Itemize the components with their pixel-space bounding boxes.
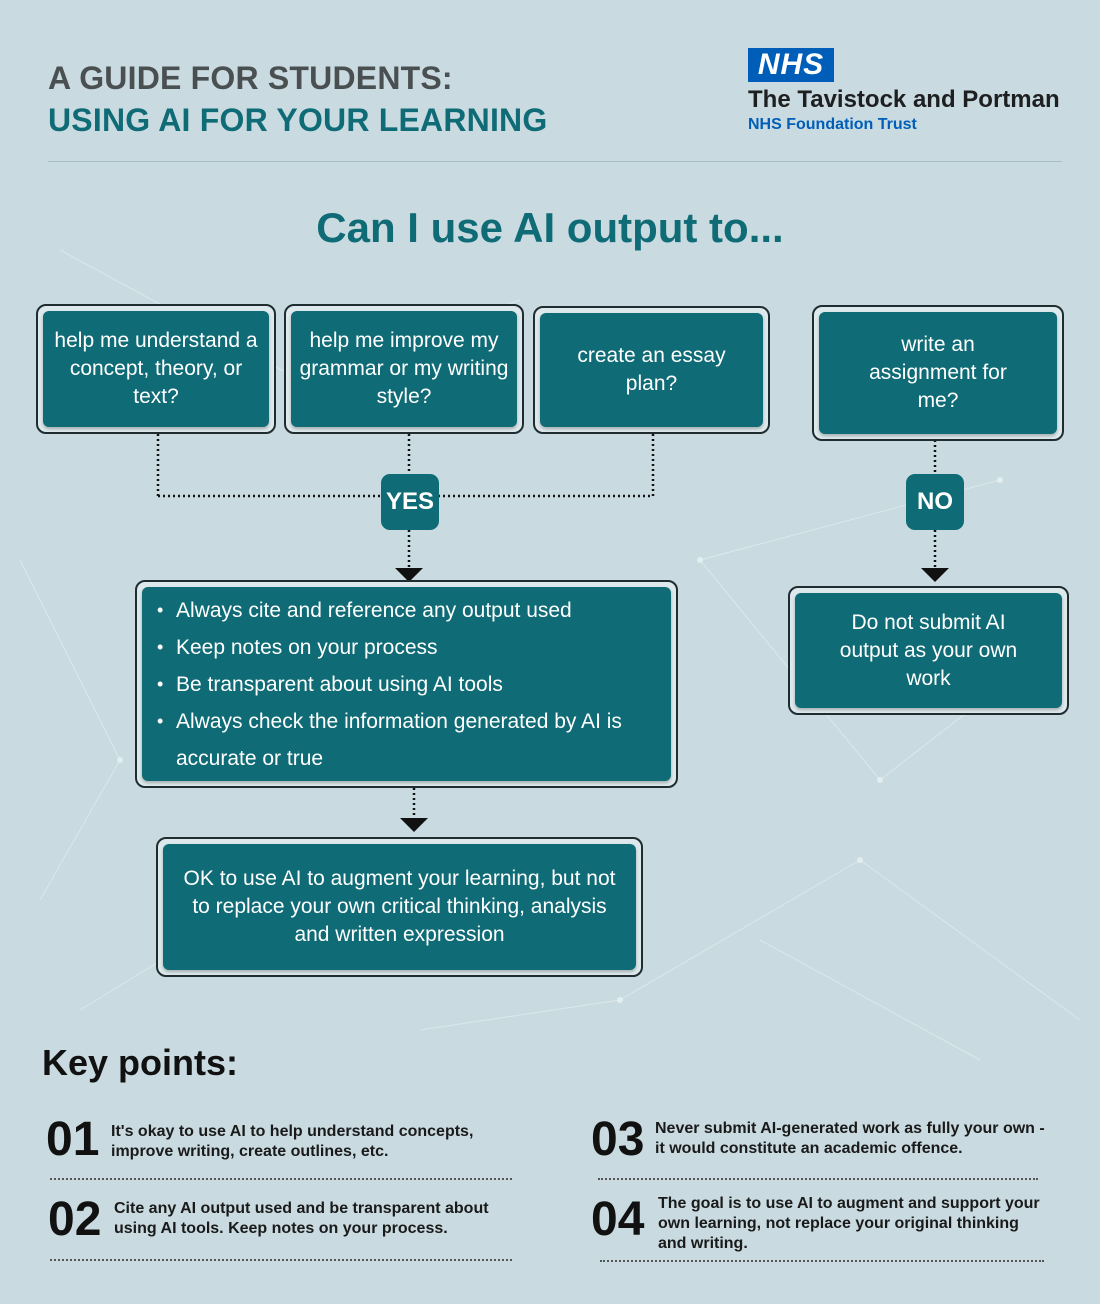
organisation-subtitle: NHS Foundation Trust <box>748 116 917 133</box>
key-point-number: 04 <box>591 1193 645 1246</box>
guideline-item: • Always cite and reference any output used <box>176 592 671 629</box>
guideline-item: • Keep notes on your process <box>176 629 671 666</box>
main-question: Can I use AI output to... <box>316 204 784 251</box>
key-point-text: It's okay to use AI to help understand concepts, improve writing, create outlines, etc. <box>111 1123 474 1160</box>
guidelines-list <box>142 592 671 777</box>
no-decision: NO <box>906 474 964 530</box>
key-point-divider <box>598 1178 1038 1180</box>
option-improve-grammar-text: help me improve my grammar or my writing style? <box>291 311 517 427</box>
no-outcome-box <box>788 586 1069 715</box>
key-point-text: The goal is to use AI to augment and support your own learning, not replace your original thinking and writing. <box>658 1195 1040 1252</box>
yes-outcome-text: OK to use AI to augment your learning, but not to replace your own critical thinking, analysis and written expression <box>163 844 636 970</box>
key-points-heading: Key points: <box>42 1042 239 1083</box>
yes-decision: YES <box>381 474 439 530</box>
yes-guidelines-box <box>135 580 678 788</box>
guide-title-line2: USING AI FOR YOUR LEARNING <box>48 102 548 138</box>
key-point-number: 03 <box>591 1113 645 1166</box>
key-point-text: Cite any AI output used and be transparent about using AI tools. Keep notes on your process. <box>114 1200 489 1237</box>
guide-title-line1: A GUIDE FOR STUDENTS: <box>48 60 453 96</box>
option-understand-concept <box>36 304 276 434</box>
nhs-logo: NHS <box>748 48 834 82</box>
organisation-name: The Tavistock and Portman <box>748 86 1060 113</box>
key-point-divider <box>50 1178 512 1180</box>
key-point-divider <box>600 1260 1044 1262</box>
no-outcome-text: Do not submit AI output as your own work <box>795 593 1062 708</box>
option-essay-plan <box>533 306 770 434</box>
header-divider <box>48 161 1062 162</box>
option-improve-grammar <box>284 304 524 434</box>
guideline-item: • Always check the information generated by AI is accurate or true <box>176 703 671 777</box>
option-write-assignment-text: write an assignment for me? <box>819 312 1057 434</box>
key-point-divider <box>50 1259 512 1261</box>
option-understand-concept-text: help me understand a concept, theory, or text? <box>43 311 269 427</box>
key-point-number: 01 <box>46 1113 100 1166</box>
yes-guidelines-card <box>142 587 671 781</box>
key-point-number: 02 <box>48 1193 102 1246</box>
yes-outcome-box <box>156 837 643 977</box>
option-write-assignment <box>812 305 1064 441</box>
guideline-item: • Be transparent about using AI tools <box>176 666 671 703</box>
key-point-text: Never submit AI-generated work as fully your own - it would constitute an academic offence. <box>655 1120 1045 1157</box>
option-essay-plan-text: create an essay plan? <box>540 313 763 427</box>
